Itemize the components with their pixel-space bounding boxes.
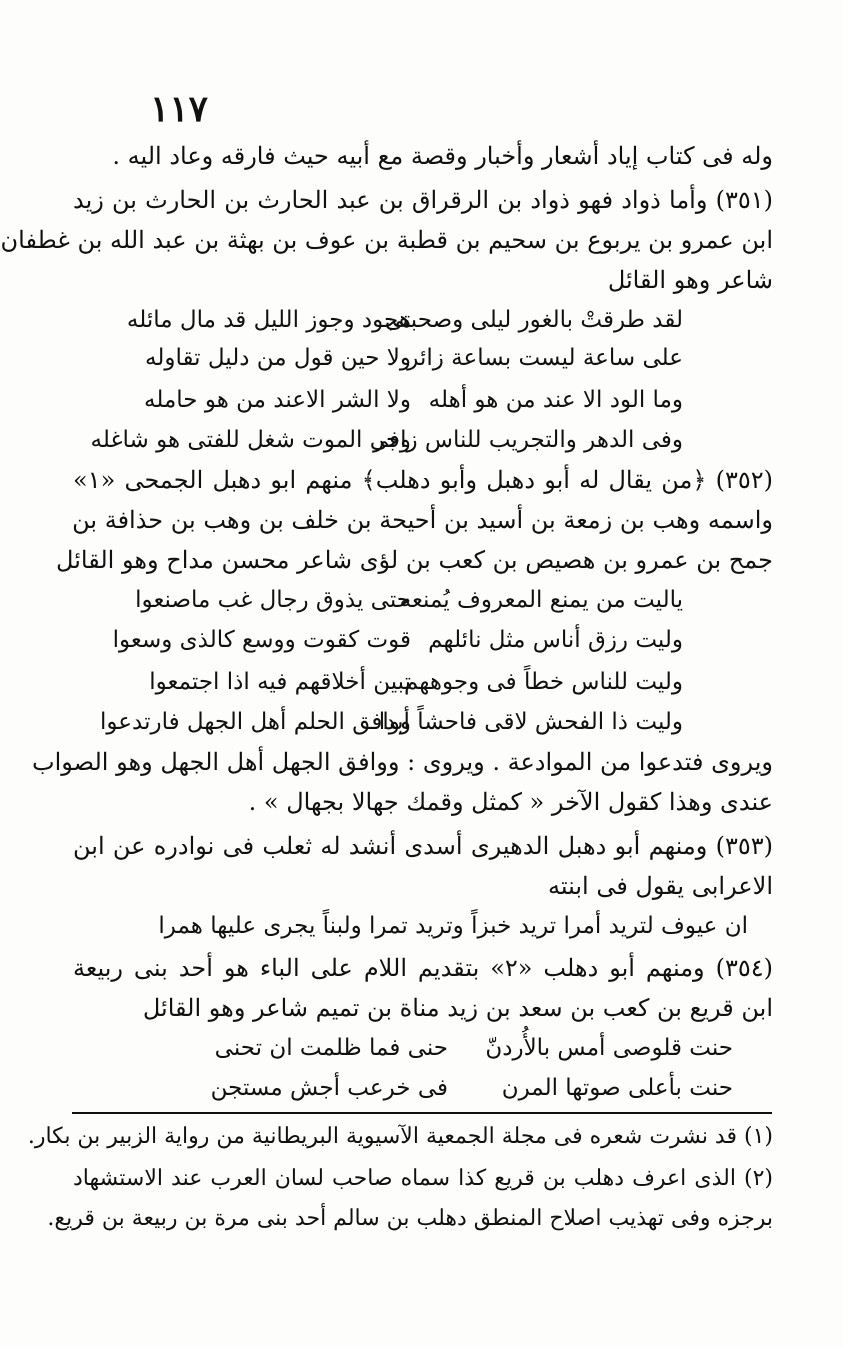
verse-second-hemistich: فى خرعب أجش مستجن bbox=[210, 1075, 448, 1101]
verse-first-hemistich: وليت للناس خطاً فى وجوههم bbox=[403, 669, 683, 695]
verse-line bbox=[0, 620, 843, 660]
verse-first-hemistich: وليت ذا الفحش لاقى فاحشاً أبدا bbox=[378, 709, 683, 735]
verse-second-hemistich: ووافق الحلم أهل الجهل فارتدعوا bbox=[100, 709, 411, 735]
verse-first-hemistich: وفى الدهر والتجريب للناس زاجر bbox=[373, 427, 683, 453]
verse-line bbox=[0, 580, 843, 620]
verse-first-hemistich: حنت بأعلى صوتها المرن bbox=[501, 1075, 733, 1101]
verse-line bbox=[0, 1068, 843, 1108]
page-number: ١١٧ bbox=[150, 88, 209, 130]
paragraph-353-line: (٣٥٣) ومنهم أبو دهبل الدهيرى أسدى أنشد له ثعلب فى نوادره عن ابن bbox=[73, 832, 773, 860]
footnote-2-line: (٢) الذى اعرف دهلب بن قريع كذا سماه صاحب لسان العرب عند الاستشهاد bbox=[73, 1166, 773, 1191]
verse-second-hemistich: تبين أخلاقهم فيه اذا اجتمعوا bbox=[149, 669, 411, 695]
verse-second-hemistich: ولا الشر الاعند من هو حامله bbox=[144, 387, 411, 413]
paragraph-351-line: (٣٥١) وأما ذواد فهو ذواد بن الرقراق بن عبد الحارث بن الحارث بن زيد bbox=[73, 186, 773, 214]
verse-first-hemistich: لقد طرقتْ بالغور ليلى وصحبتى bbox=[384, 307, 683, 333]
paragraph-352-line: واسمه وهب بن زمعة بن أسيد بن أحيحة بن خلف بن وهب بن حذافة بن bbox=[72, 506, 773, 534]
paragraph-351-line: شاعر وهو القائل bbox=[607, 266, 773, 294]
paragraph-353-line: الاعرابى يقول فى ابنته bbox=[548, 872, 773, 900]
verse-first-hemistich: على ساعة ليست بساعة زائر bbox=[407, 345, 683, 371]
paragraph-352-line: (٣٥٢) ﴿من يقال له أبو دهبل وأبو دهلب﴾ منهم ابو دهبل الجمحى «١» bbox=[73, 466, 773, 494]
verse-rajaz: ان عيوف لتريد أمرا تريد خبزاً وتريد تمرا ولبناً يجرى عليها همرا bbox=[158, 913, 748, 939]
verse-line bbox=[0, 420, 843, 460]
footnote-1: (١) قد نشرت شعره فى مجلة الجمعية الآسيوية البريطانية من رواية الزبير بن بكار. bbox=[27, 1124, 773, 1149]
verse-second-hemistich: هجود وجوز الليل قد مال مائله bbox=[126, 307, 411, 333]
verse-second-hemistich: حتى يذوق رجال غب ماصنعوا bbox=[135, 587, 411, 613]
verse-second-hemistich: ولا حين قول من دليل تقاوله bbox=[145, 345, 411, 371]
verse-line bbox=[0, 1028, 843, 1068]
paragraph-351-line: ابن عمرو بن يربوع بن سحيم بن قطبة بن عوف بن بهثة بن عبد الله بن غطفان bbox=[0, 226, 773, 254]
verse-line bbox=[0, 380, 843, 420]
verse-first-hemistich: حنت قلوصى أمس بالأُردنّ bbox=[485, 1035, 733, 1061]
verse-first-hemistich: وما الود الا عند من هو أهله bbox=[428, 387, 683, 413]
footnote-divider bbox=[72, 1112, 772, 1114]
verse-line bbox=[0, 662, 843, 702]
paragraph-intro: وله فى كتاب إياد أشعار وأخبار وقصة مع أبيه حيث فارقه وعاد اليه . bbox=[112, 142, 773, 170]
paragraph-352-line: جمح بن عمرو بن هصيص بن كعب بن لؤى شاعر محسن مداح وهو القائل bbox=[56, 546, 773, 574]
paragraph-note-line: عندى وهذا كقول الآخر « كمثل وقمك جهالا بجهال » . bbox=[248, 788, 773, 816]
verse-line bbox=[0, 338, 843, 378]
verse-line bbox=[0, 702, 843, 742]
verse-first-hemistich: ياليت من يمنع المعروف يُمنعه bbox=[399, 587, 683, 613]
paragraph-354-line: (٣٥٤) ومنهم أبو دهلب «٢» بتقديم اللام على الباء هو أحد بنى ربيعة bbox=[73, 954, 773, 982]
footnote-2-line: برجزه وفى تهذيب اصلاح المنطق دهلب بن سالم أحد بنى مرة بن ربيعة بن قريع. bbox=[47, 1206, 773, 1231]
verse-second-hemistich: وفى الموت شغل للفتى هو شاغله bbox=[90, 427, 411, 453]
paragraph-354-line: ابن قريع بن كعب بن سعد بن زيد مناة بن تميم شاعر وهو القائل bbox=[142, 994, 773, 1022]
paragraph-note-line: ويروى فتدعوا من الموادعة . ويروى : ووافق الجهل أهل الجهل وهو الصواب bbox=[31, 748, 773, 776]
verse-line bbox=[0, 300, 843, 340]
verse-first-hemistich: وليت رزق أناس مثل نائلهم bbox=[428, 627, 683, 653]
verse-second-hemistich: حنى فما ظلمت ان تحنى bbox=[214, 1035, 448, 1061]
verse-second-hemistich: قوت كقوت ووسع كالذى وسعوا bbox=[112, 627, 411, 653]
